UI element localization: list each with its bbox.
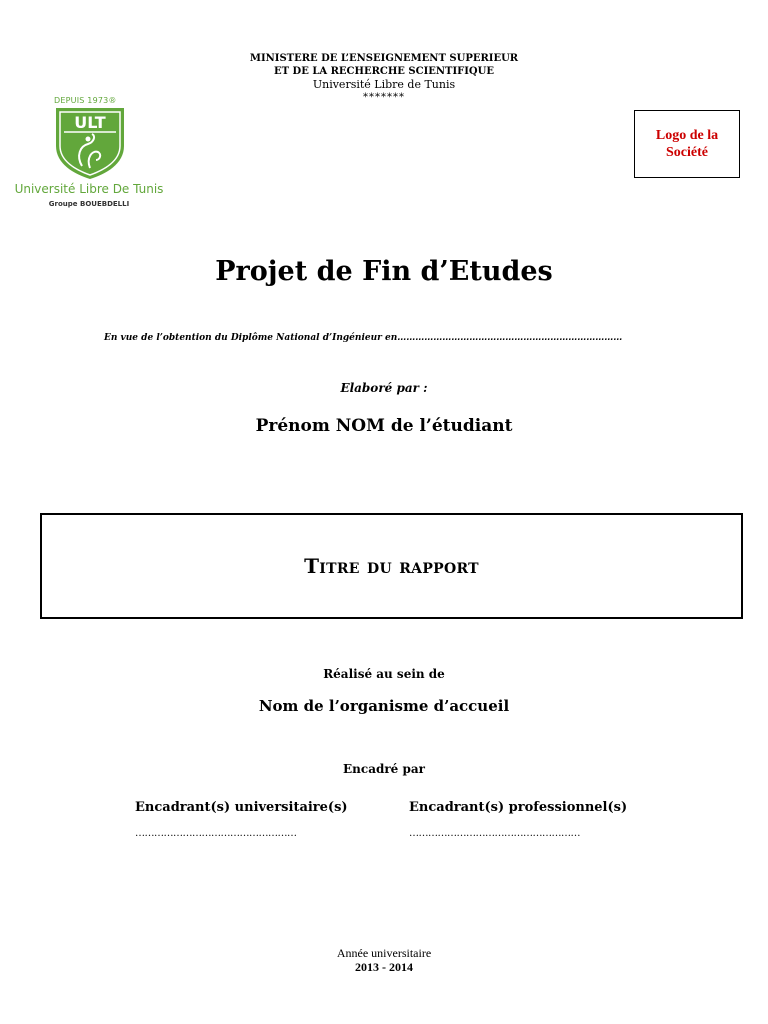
logo-university-name: Université Libre De Tunis [14,182,164,196]
report-title: Titre du rapport [304,554,479,578]
company-logo-placeholder: Logo de la Société [634,110,740,178]
supervised-label: Encadré par [343,762,425,776]
separator-stars: ******* [363,92,405,103]
report-title-box [40,513,743,619]
ministry-line-2: ET DE LA RECHERCHE SCIENTIFIQUE [274,66,494,77]
realized-label: Réalisé au sein de [323,667,445,681]
ministry-line-1: MINISTERE DE L’ENSEIGNEMENT SUPERIEUR [249,53,519,64]
ult-shield-logo-icon [52,106,128,180]
academic-supervisor-value: …………………………………………… [135,828,297,839]
logo-since: DEPUIS 1973® [54,96,117,105]
professional-supervisor-value: ……………………………………………… [409,828,580,839]
academic-year-value: 2013 - 2014 [355,960,413,974]
logo-group-name: Groupe BOUEBDELLI [48,200,130,208]
academic-supervisor-label: Encadrant(s) universitaire(s) [135,800,348,815]
university-logo [14,94,164,216]
student-name: Prénom NOM de l’étudiant [255,416,513,436]
academic-year-label: Année universitaire [336,946,432,960]
university-name: Université Libre de Tunis [312,78,456,91]
professional-supervisor-label: Encadrant(s) professionnel(s) [409,800,628,815]
prepared-by-label: Elaboré par : [340,381,428,395]
diploma-subtitle: En vue de l’obtention du Diplôme National d’Ingénieur en………………………………………………………………… [104,333,623,343]
host-organization: Nom de l’organisme d’accueil [258,697,510,715]
logo-acronym: ULT [74,113,106,132]
document-title: Projet de Fin d’Etudes [215,256,553,287]
